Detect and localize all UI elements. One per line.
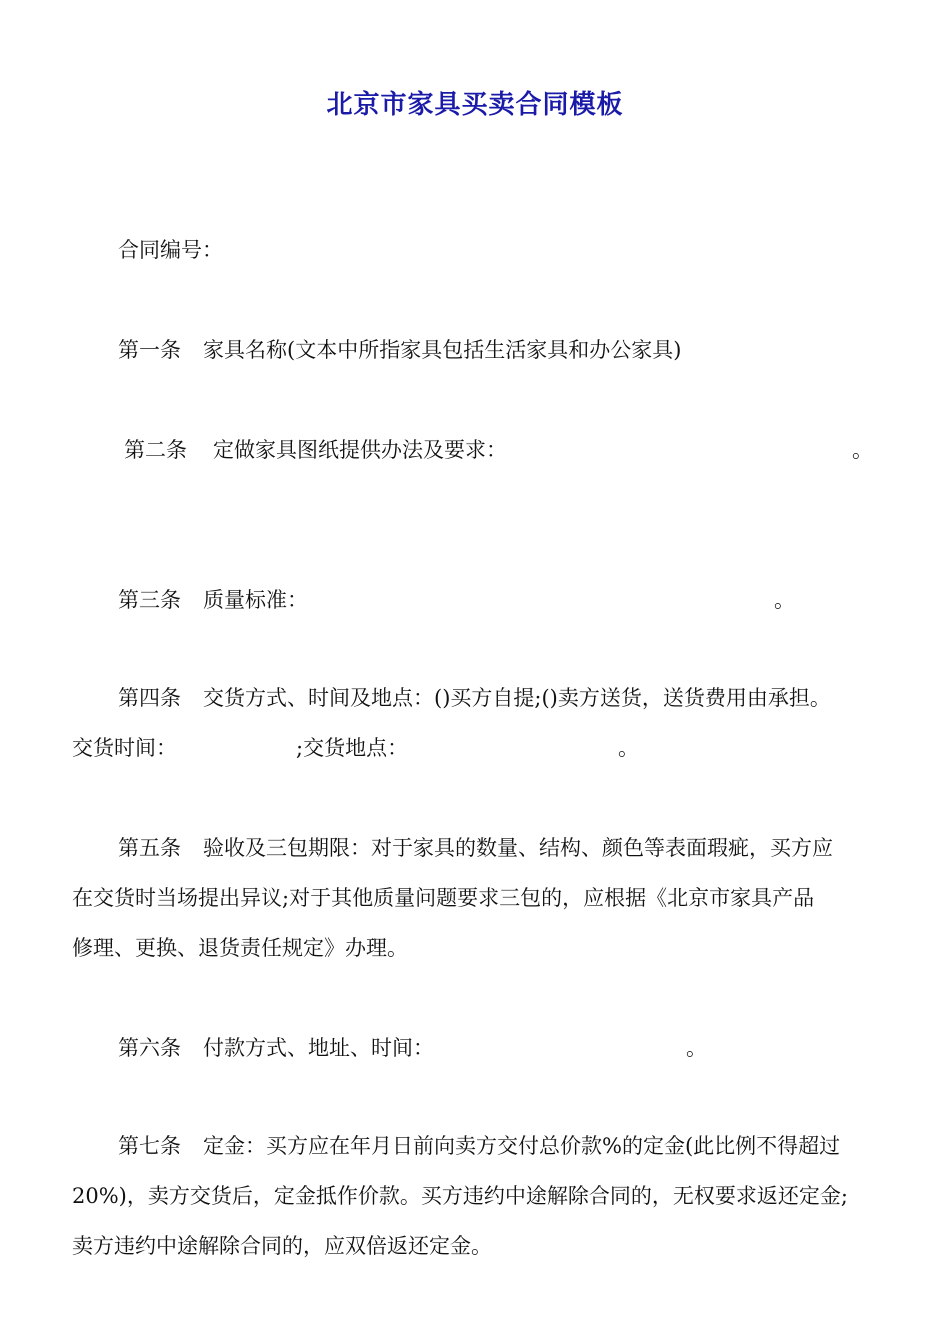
article-7: [118, 1132, 840, 1160]
article-7-number: 第七条: [118, 1134, 181, 1158]
article-3-end-mark: 。: [774, 588, 795, 612]
article-7-line-2: 20%)，卖方交货后，定金抵作价款。买方违约中途解除合同的，无权要求返还定金;: [72, 1184, 848, 1208]
contract-number-label: 合同编号：: [118, 238, 223, 262]
article-1-text: 家具名称(文本中所指家具包括生活家具和办公家具): [203, 338, 682, 362]
article-4: [118, 684, 831, 712]
article-4-number: 第四条: [118, 686, 181, 710]
article-4-delivery-place-label: ;交货地点：: [296, 736, 409, 760]
article-4-text: 交货方式、时间及地点：()买方自提;()卖方送货，送货费用由承担。: [203, 686, 831, 710]
article-5-line-1: 验收及三包期限：对于家具的数量、结构、颜色等表面瑕疵，买方应: [203, 836, 833, 860]
article-5-line-3: 修理、更换、退货责任规定》办理。: [72, 936, 408, 960]
article-6: [118, 1034, 434, 1062]
article-2-end-mark: 。: [852, 438, 873, 462]
article-7-line-3: 卖方违约中途解除合同的，应双倍返还定金。: [72, 1234, 492, 1258]
article-4-end-mark: 。: [618, 736, 639, 760]
document-title: 北京市家具买卖合同模板: [326, 90, 624, 120]
article-1: [118, 336, 681, 364]
article-7-line-1: 定金：买方应在年月日前向卖方交付总价款%的定金(此比例不得超过: [203, 1134, 841, 1158]
article-5: [118, 834, 833, 862]
article-1-number: 第一条: [118, 338, 181, 362]
article-5-line-2: 在交货时当场提出异议;对于其他质量问题要求三包的，应根据《北京市家具产品: [72, 886, 815, 910]
article-6-number: 第六条: [118, 1036, 181, 1060]
article-2-text: 定做家具图纸提供办法及要求：: [213, 438, 507, 462]
article-4-delivery-time-label: 交货时间：: [72, 736, 177, 760]
article-2: [124, 436, 507, 464]
article-3-text: 质量标准：: [203, 588, 308, 612]
article-6-end-mark: 。: [686, 1036, 707, 1060]
article-2-number: 第二条: [124, 438, 187, 462]
article-6-text: 付款方式、地址、时间：: [203, 1036, 434, 1060]
article-5-number: 第五条: [118, 836, 181, 860]
article-3-number: 第三条: [118, 588, 181, 612]
article-3: [118, 586, 308, 614]
